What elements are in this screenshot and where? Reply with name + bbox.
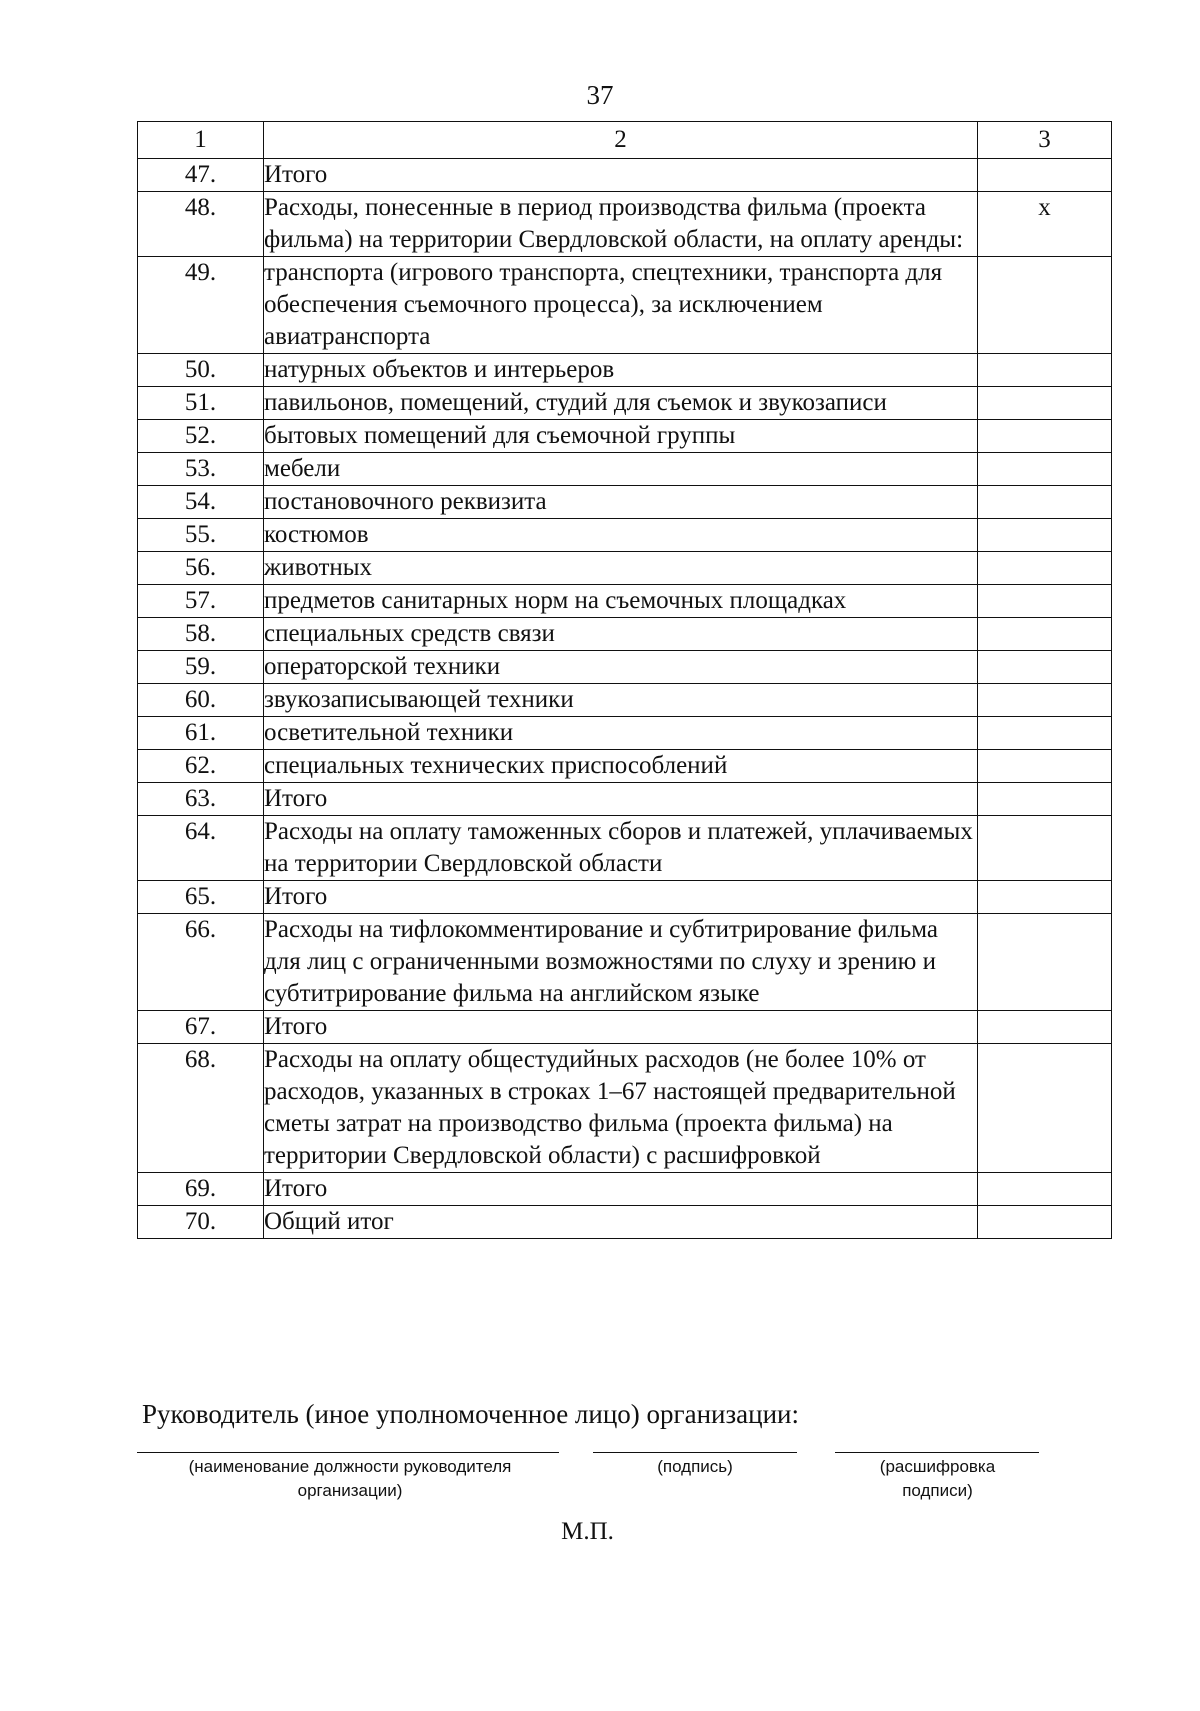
table-row — [138, 453, 1112, 486]
row-description: Расходы на оплату таможенных сборов и платежей, уплачиваемых на территории Свердловской области — [264, 816, 978, 881]
row-number: 47. — [138, 159, 264, 192]
table-row — [138, 783, 1112, 816]
table-row — [138, 519, 1112, 552]
row-value — [978, 1011, 1112, 1044]
row-description: павильонов, помещений, студий для съемок и звукозаписи — [264, 387, 978, 420]
signer-label: Руководитель (иное уполномоченное лицо) организации: — [142, 1399, 799, 1429]
row-description: Общий итог — [264, 1206, 978, 1239]
signature-caption: (подпись) — [657, 1457, 733, 1476]
row-number: 56. — [138, 552, 264, 585]
row-value — [978, 585, 1112, 618]
table-row — [138, 1011, 1112, 1044]
row-description: специальных технических приспособлений — [264, 750, 978, 783]
table-row — [138, 651, 1112, 684]
row-description: Расходы на тифлокомментирование и субтитрирование фильма для лиц с ограниченными возможностями по слуху и зрению и субтитрирование фильма на английском языке — [264, 914, 978, 1011]
table-header-row — [138, 122, 1112, 159]
row-value — [978, 816, 1112, 881]
table-row — [138, 717, 1112, 750]
row-value — [978, 159, 1112, 192]
row-description: натурных объектов и интерьеров — [264, 354, 978, 387]
row-value — [978, 1044, 1112, 1173]
row-number: 70. — [138, 1206, 264, 1239]
row-description: операторской техники — [264, 651, 978, 684]
table-row — [138, 1044, 1112, 1173]
row-number: 54. — [138, 486, 264, 519]
stamp-mark: М.П. — [561, 1518, 614, 1545]
row-number: 63. — [138, 783, 264, 816]
row-value — [978, 651, 1112, 684]
table-row — [138, 585, 1112, 618]
table-row — [138, 192, 1112, 257]
row-number: 57. — [138, 585, 264, 618]
row-description: животных — [264, 552, 978, 585]
row-number: 60. — [138, 684, 264, 717]
row-number: 51. — [138, 387, 264, 420]
table-row — [138, 159, 1112, 192]
row-number: 66. — [138, 914, 264, 1011]
row-description: постановочного реквизита — [264, 486, 978, 519]
row-description: транспорта (игрового транспорта, спецтехники, транспорта для обеспечения съемочного процесса), за исключением авиатранспорта — [264, 257, 978, 354]
table-row — [138, 914, 1112, 1011]
row-value — [978, 552, 1112, 585]
row-value: х — [978, 192, 1112, 257]
position-line — [137, 1452, 559, 1453]
row-value — [978, 618, 1112, 651]
row-number: 61. — [138, 717, 264, 750]
row-description: бытовых помещений для съемочной группы — [264, 420, 978, 453]
row-number: 52. — [138, 420, 264, 453]
row-description: Итого — [264, 881, 978, 914]
row-description: Расходы, понесенные в период производства фильма (проекта фильма) на территории Свердловской области, на оплату аренды: — [264, 192, 978, 257]
row-description: осветительной техники — [264, 717, 978, 750]
row-number: 48. — [138, 192, 264, 257]
row-description: Итого — [264, 159, 978, 192]
row-value — [978, 783, 1112, 816]
column-header: 1 — [138, 122, 264, 159]
row-number: 67. — [138, 1011, 264, 1044]
row-number: 69. — [138, 1173, 264, 1206]
row-value — [978, 387, 1112, 420]
row-value — [978, 486, 1112, 519]
row-value — [978, 354, 1112, 387]
row-value — [978, 257, 1112, 354]
row-description: Расходы на оплату общестудийных расходов (не более 10% от расходов, указанных в строках 1–67 настоящей предварительной сметы затрат на производство фильма (проекта фильма) на территории Свердловской области) с расшифровкой — [264, 1044, 978, 1173]
table-row — [138, 1206, 1112, 1239]
row-number: 58. — [138, 618, 264, 651]
row-description: Итого — [264, 1173, 978, 1206]
decryption-caption: (расшифровка подписи) — [879, 1457, 996, 1500]
row-value — [978, 684, 1112, 717]
row-value — [978, 750, 1112, 783]
row-description: Итого — [264, 783, 978, 816]
table-row — [138, 750, 1112, 783]
table-row — [138, 486, 1112, 519]
row-number: 68. — [138, 1044, 264, 1173]
row-description: специальных средств связи — [264, 618, 978, 651]
row-value — [978, 914, 1112, 1011]
table-row — [138, 420, 1112, 453]
row-number: 49. — [138, 257, 264, 354]
table-row — [138, 257, 1112, 354]
table-row — [138, 684, 1112, 717]
row-value — [978, 1206, 1112, 1239]
row-description: мебели — [264, 453, 978, 486]
table-row — [138, 387, 1112, 420]
row-value — [978, 420, 1112, 453]
row-number: 50. — [138, 354, 264, 387]
row-description: костюмов — [264, 519, 978, 552]
signature-line — [593, 1452, 797, 1453]
row-value — [978, 717, 1112, 750]
row-description: предметов санитарных норм на съемочных площадках — [264, 585, 978, 618]
table-row — [138, 354, 1112, 387]
page-number: 37 — [586, 80, 614, 110]
table-row — [138, 1173, 1112, 1206]
row-number: 62. — [138, 750, 264, 783]
row-description: звукозаписывающей техники — [264, 684, 978, 717]
row-number: 55. — [138, 519, 264, 552]
estimate-table — [137, 121, 1112, 1239]
row-number: 59. — [138, 651, 264, 684]
row-value — [978, 453, 1112, 486]
row-number: 64. — [138, 816, 264, 881]
row-value — [978, 1173, 1112, 1206]
row-value — [978, 519, 1112, 552]
column-header: 3 — [978, 122, 1112, 159]
table-row — [138, 816, 1112, 881]
column-header: 2 — [264, 122, 978, 159]
table-row — [138, 881, 1112, 914]
row-description: Итого — [264, 1011, 978, 1044]
table-row — [138, 552, 1112, 585]
position-caption: (наименование должности руководителя организации) — [188, 1457, 512, 1500]
row-number: 65. — [138, 881, 264, 914]
row-value — [978, 881, 1112, 914]
decryption-line — [835, 1452, 1039, 1453]
row-number: 53. — [138, 453, 264, 486]
table-row — [138, 618, 1112, 651]
